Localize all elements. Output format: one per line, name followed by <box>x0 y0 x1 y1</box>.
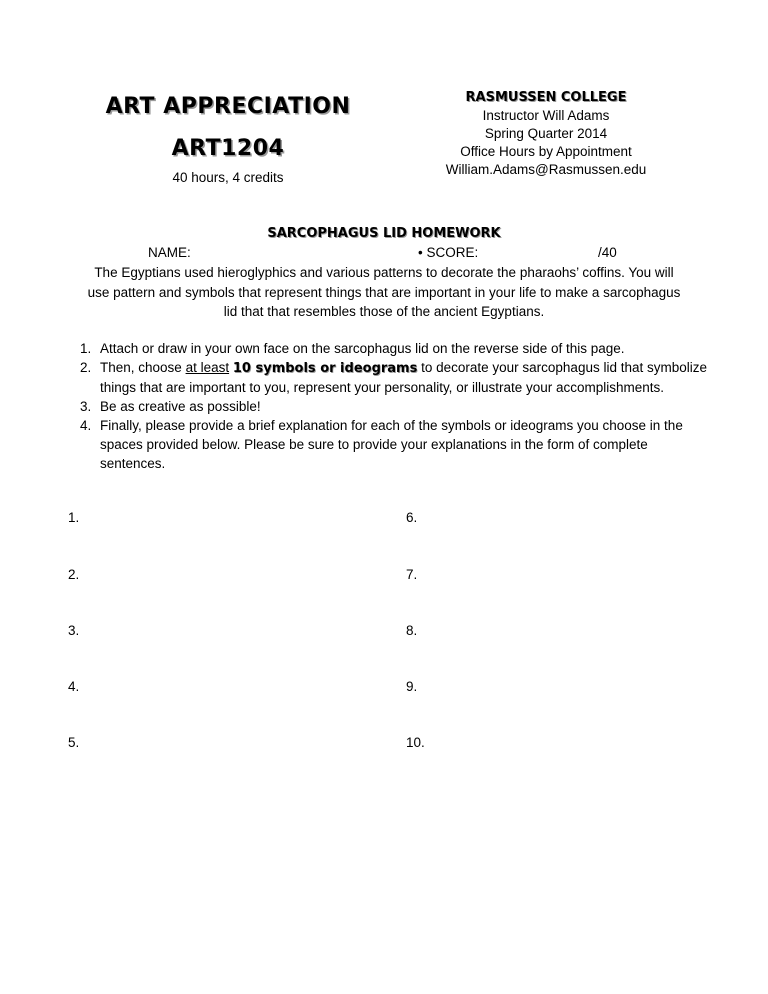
intro-line-2: use pattern and symbols that represent things that are important in your life to make a sarcophagus <box>87 284 681 300</box>
list-number: 3. <box>80 399 92 414</box>
answer-slot-7[interactable]: 7. <box>406 567 418 582</box>
score-total: /40 <box>598 245 617 260</box>
course-code: ART1204 <box>171 136 285 161</box>
answer-slot-5[interactable]: 5. <box>68 735 80 750</box>
score-label: • SCORE: <box>418 245 479 260</box>
instructions-list <box>70 339 710 473</box>
intro-paragraph <box>40 263 728 322</box>
instruction-text: Finally, please provide a brief explanation for each of the symbols or ideograms you choose in the spaces provided below. Please be sure to provide your explanations in the form of complete sentences. <box>100 418 683 471</box>
answer-slot-10[interactable]: 10. <box>406 735 425 750</box>
answer-slot-3[interactable]: 3. <box>68 623 80 638</box>
instruction-item-1 <box>70 339 710 358</box>
assignment-title: SARCOPHAGUS LID HOMEWORK <box>267 226 501 241</box>
college-info <box>438 90 654 177</box>
instruction-underline: at least <box>185 360 230 375</box>
hours-credits: 40 hours, 4 credits <box>172 170 284 185</box>
list-number: 1. <box>80 341 92 356</box>
course-name: ART APPRECIATION <box>105 94 351 119</box>
intro-line-3: lid that that resembles those of the ancient Egyptians. <box>223 304 545 319</box>
instructor-email[interactable]: William.Adams@Rasmussen.edu <box>445 162 647 177</box>
instructor: Instructor Will Adams <box>482 108 610 123</box>
instruction-text: Attach or draw in your own face on the sarcophagus lid on the reverse side of this page. <box>100 341 625 356</box>
instruction-text-pre: Then, choose <box>100 360 186 375</box>
instruction-item-2 <box>70 358 710 397</box>
answer-slot-9[interactable]: 9. <box>406 679 418 694</box>
instruction-item-4 <box>70 416 710 473</box>
answer-slot-4[interactable]: 4. <box>68 679 80 694</box>
answer-slot-8[interactable]: 8. <box>406 623 418 638</box>
office-hours: Office Hours by Appointment <box>460 144 632 159</box>
instruction-bold: 10 symbols or ideograms <box>232 361 418 376</box>
name-label: NAME: <box>148 245 191 260</box>
instruction-item-3 <box>70 397 710 416</box>
instruction-text-post: to decorate your sarcophagus lid that symbolize things that are important to you, represent your personality, or illustrate your accomplishments. <box>100 360 708 395</box>
college-name: RASMUSSEN COLLEGE <box>465 90 627 105</box>
answer-slot-2[interactable]: 2. <box>68 567 80 582</box>
answer-slot-6[interactable]: 6. <box>406 510 418 525</box>
list-number: 2. <box>80 360 92 375</box>
list-number: 4. <box>80 418 92 433</box>
instruction-text: Be as creative as possible! <box>100 399 261 414</box>
answer-slot-1[interactable]: 1. <box>68 510 80 525</box>
term: Spring Quarter 2014 <box>484 126 608 141</box>
intro-line-1: The Egyptians used hieroglyphics and various patterns to decorate the pharaohs’ coffins. You will <box>94 265 674 280</box>
